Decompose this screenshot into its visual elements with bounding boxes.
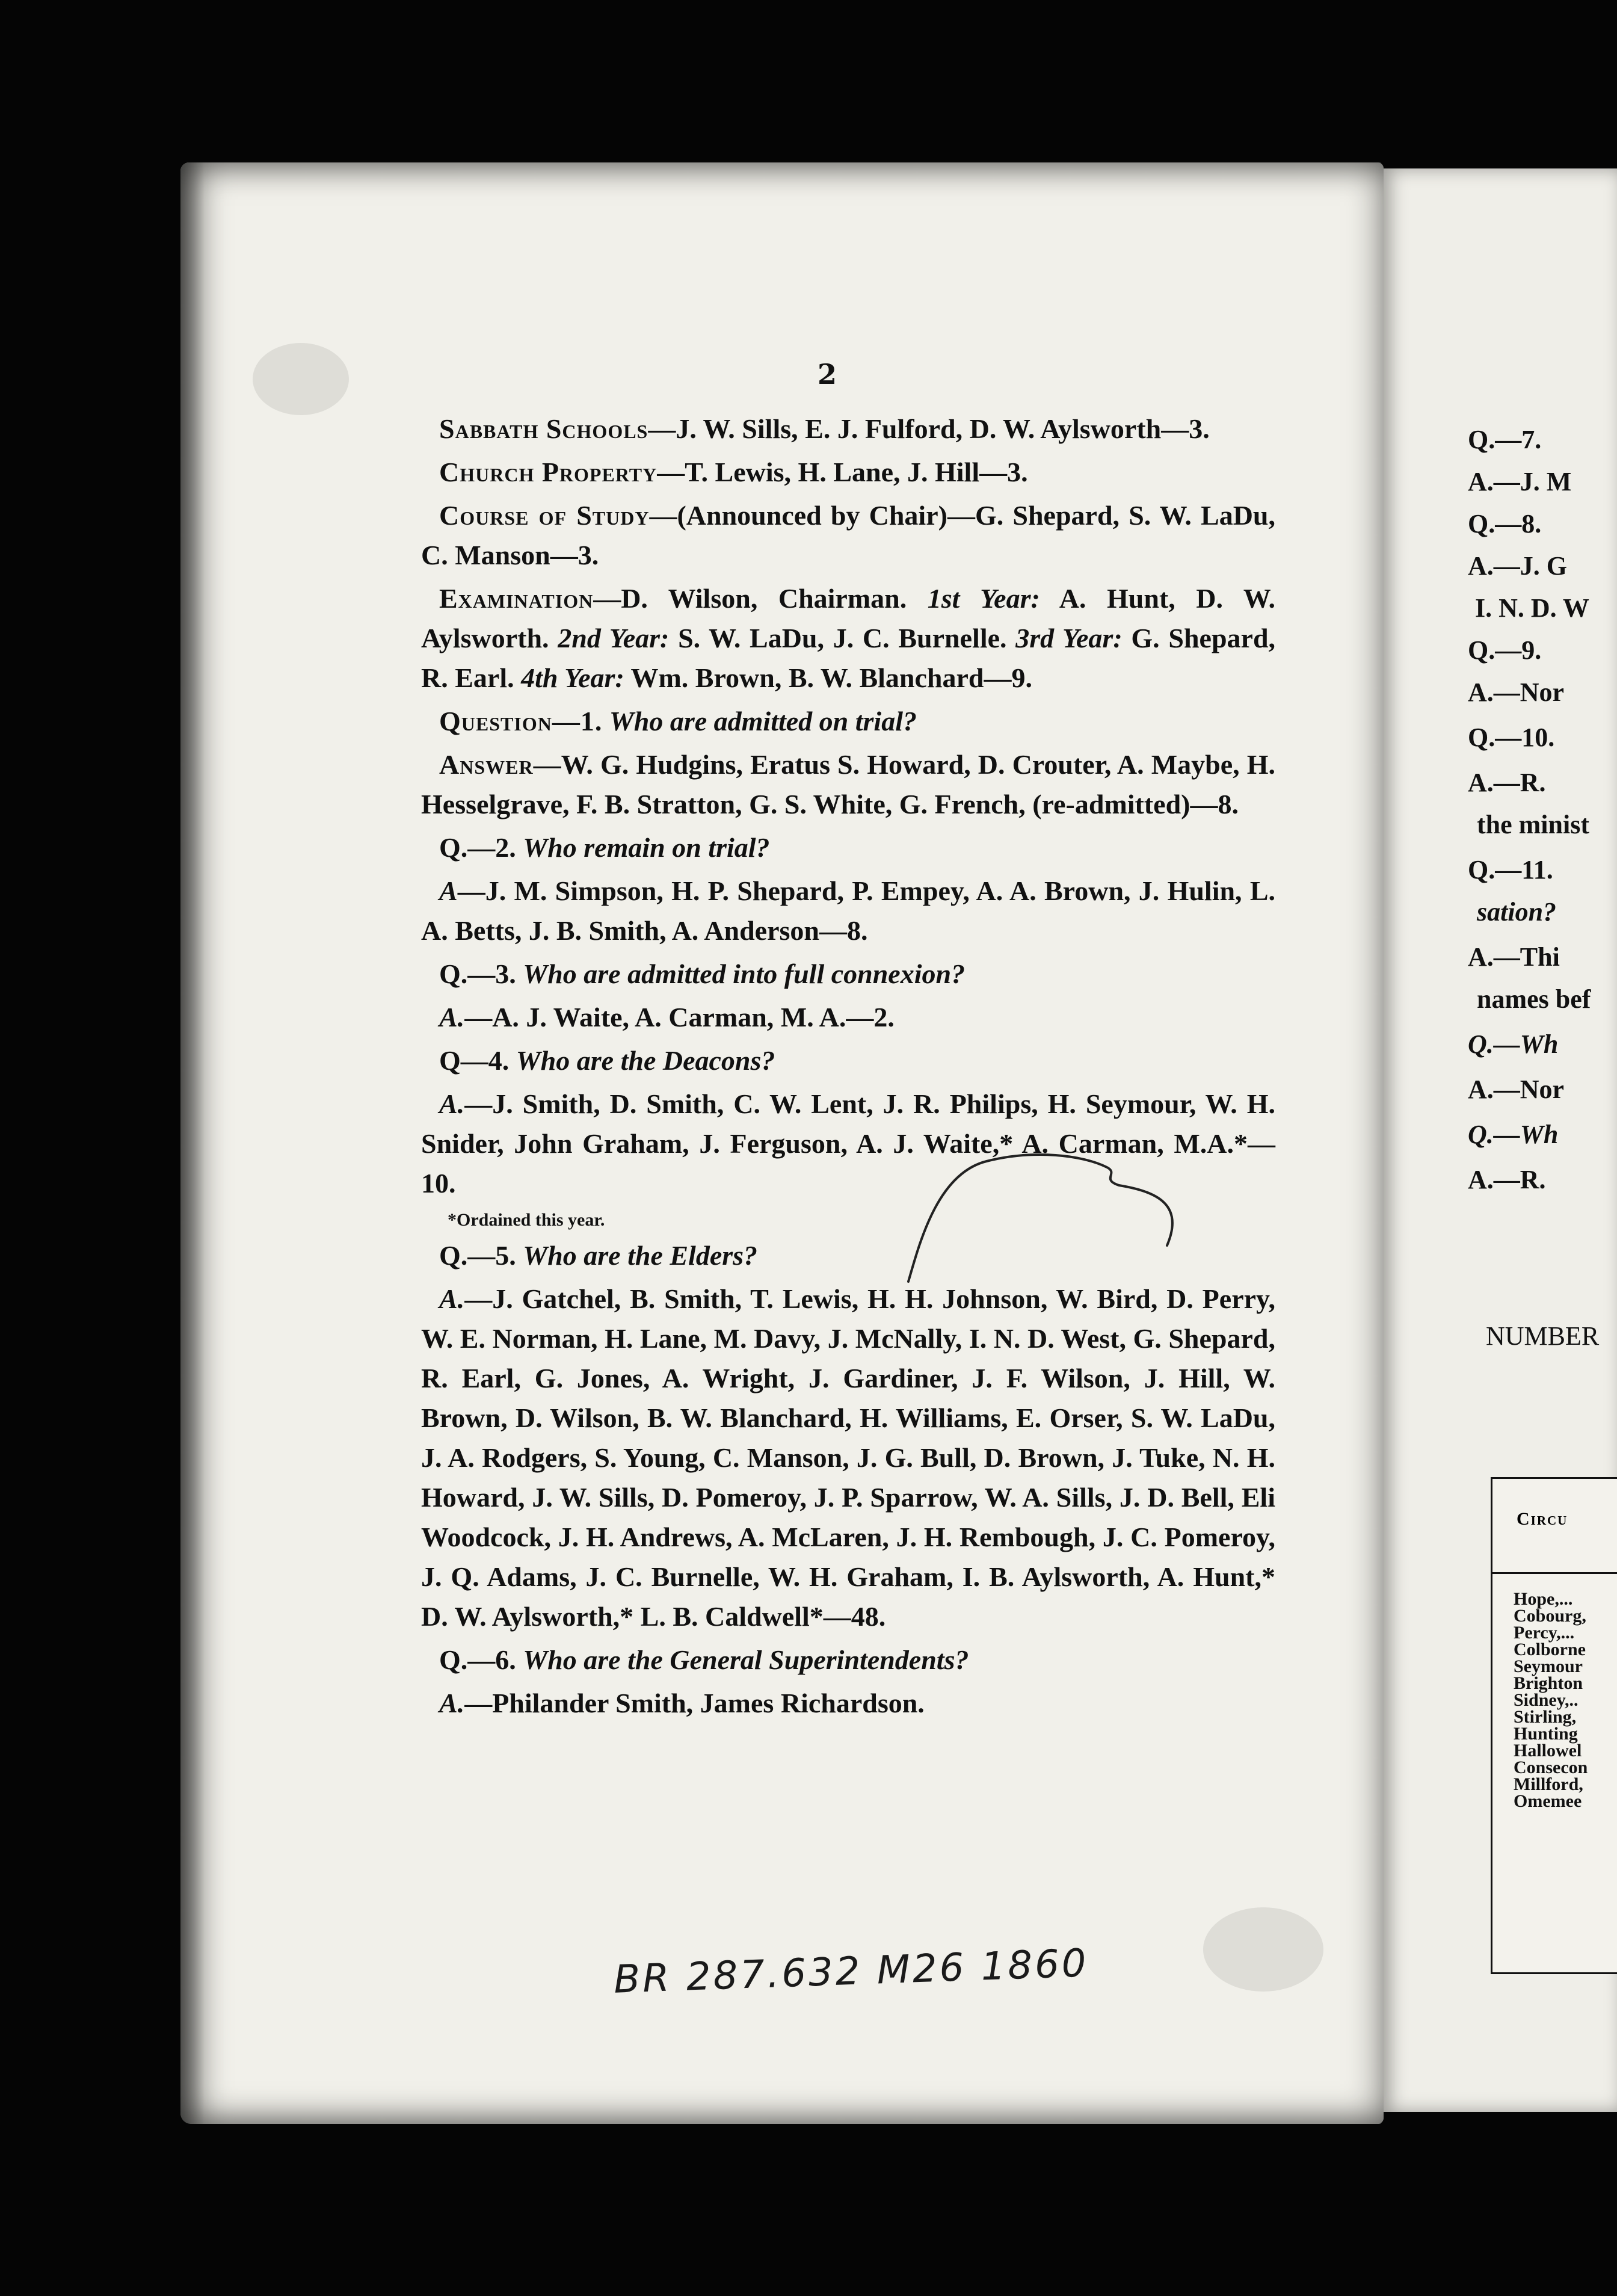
paper-stain [253, 343, 349, 415]
right-page-line: Q.—Wh [1468, 1029, 1559, 1059]
right-page-line: the minist [1477, 810, 1589, 839]
answer-label: A. [439, 1002, 465, 1032]
answer-text: —J. Smith, D. Smith, C. W. Lent, J. R. Philips, H. Seymour, W. H. Snider, John Graham, J. Ferguson, A. J. Waite,* A. Carman, M.A.*—10. [421, 1088, 1275, 1199]
table-row: Cobourg, [1514, 1606, 1586, 1626]
right-page-line: A.—Thi [1468, 942, 1560, 972]
right-page-line: A.—R. [1468, 768, 1546, 797]
committee-label: Examination [439, 583, 594, 614]
year-members: Wm. Brown, B. W. Blanchard—9. [630, 662, 1033, 693]
right-page-line: I. N. D. W [1475, 593, 1589, 623]
footnote: *Ordained this year. [448, 1210, 605, 1230]
answer-text: —A. J. Waite, A. Carman, M. A.—2. [464, 1002, 895, 1032]
question-label: Q—4. [439, 1045, 510, 1076]
table-row: Hallowel [1514, 1741, 1582, 1761]
question [421, 954, 1275, 994]
committee-sabbath-schools [421, 409, 1275, 449]
right-page-line: Q.—Wh [1468, 1120, 1559, 1149]
answer [421, 871, 1275, 951]
committee-examination [421, 579, 1275, 698]
answer [421, 998, 1275, 1037]
question-text: Who are the Elders? [523, 1240, 758, 1271]
year-members: A. Hunt, D. W. Aylsworth. [421, 583, 1275, 653]
right-page-line: Q.—9. [1468, 635, 1542, 665]
answer [421, 745, 1275, 824]
committee-label: Church Property [439, 457, 658, 487]
question-text: Who are admitted on trial? [609, 706, 917, 736]
answer-label: A. [439, 1283, 465, 1314]
answer-text: —J. M. Simpson, H. P. Shepard, P. Empey, A. A. Brown, J. Hulin, L. A. Betts, J. B. Smith, A. Anderson—8. [421, 875, 1275, 946]
committee-members: —J. W. Sills, E. J. Fulford, D. W. Aylsworth—3. [648, 413, 1210, 444]
answer-text: —Philander Smith, James Richardson. [464, 1688, 925, 1718]
answer [421, 1683, 1275, 1723]
question-text: Who remain on trial? [523, 832, 770, 863]
question-label: Q.—2. [439, 832, 516, 863]
table-row: Percy,... [1514, 1623, 1575, 1643]
question [421, 1041, 1275, 1081]
table-row: Stirling, [1514, 1707, 1577, 1727]
question [421, 702, 1275, 741]
right-page-line: names bef [1477, 984, 1591, 1014]
question-text: Who are admitted into full connexion? [523, 958, 966, 989]
question [421, 1640, 1275, 1680]
answer-label: A. [439, 1688, 465, 1718]
right-page-line: Q.—11. [1468, 855, 1553, 884]
committee-members: —(Announced by Chair)—G. Shepard, S. W. LaDu, C. Manson—3. [421, 500, 1275, 570]
question-text: Who are the General Superintendents? [523, 1644, 969, 1675]
right-page-line: Q.—8. [1468, 509, 1542, 539]
right-page-line: A.—Nor [1468, 677, 1565, 707]
question-text: Who are the Deacons? [516, 1045, 775, 1076]
table-row: Sidney,.. [1514, 1690, 1578, 1710]
answer-text: —J. Gatchel, B. Smith, T. Lewis, H. H. Johnson, W. Bird, D. Perry, W. E. Norman, H. Lane, M. Davy, J. McNally, I. N. D. West, G. Shepard, R. Earl, G. Jones, A. Wright, J. Gardiner, J. F. Wilson, J. Hill, W. Brown, D. Wilson, B. W. Blanchard, H. Williams, E. Orser, S. W. LaDu, J. A. Rodgers, S. Young, C. Manson, J. G. Bull, D. Brown, J. Tuke, N. H. Howard, J. W. Sills, D. Pomeroy, J. P. Sparrow, W. A. Sills, J. D. Bell, Eli Woodcock, J. H. Andrews, A. McLaren, J. H. Rembough, J. C. Pomeroy, J. Q. Adams, J. C. Burnelle, W. H. Graham, I. B. Aylsworth, A. Hunt,* D. W. Aylsworth,* L. B. Caldwell*—48. [421, 1283, 1275, 1632]
year-label: 2nd Year: [558, 623, 670, 653]
paper-stain [1203, 1907, 1323, 1992]
answer [421, 1279, 1275, 1637]
committee-church-property [421, 452, 1275, 492]
table-row: Brighton [1514, 1673, 1583, 1693]
table-row: Colborne [1514, 1640, 1586, 1659]
answer-text: —W. G. Hudgins, Eratus S. Howard, D. Crouter, A. Maybe, H. Hesselgrave, F. B. Stratton, G. S. White, G. French, (re-admitted)—8. [421, 749, 1275, 819]
question-label: Question—1. [439, 706, 603, 736]
table-header-label: Circu [1517, 1509, 1568, 1529]
table-header [1492, 1479, 1617, 1574]
question-label: Q.—6. [439, 1644, 516, 1675]
right-page-line: sation? [1477, 897, 1557, 927]
committee-label: Sabbath Schools [439, 413, 648, 444]
committee-course-of-study [421, 496, 1275, 575]
answer-label: A [439, 875, 458, 906]
year-members: G. Shepard, R. Earl. [421, 623, 1276, 693]
answer-label: Answer [439, 749, 534, 780]
table-row: Hope,... [1514, 1589, 1573, 1609]
question-label: Q.—3. [439, 958, 516, 989]
right-page-line: A.—R. [1468, 1165, 1546, 1194]
year-label: 3rd Year: [1015, 623, 1123, 653]
circuit-table [1491, 1477, 1617, 1974]
table-row: Millford, [1514, 1774, 1583, 1794]
committee-label: Course of Study [439, 500, 650, 531]
right-page-line: Q.—7. [1468, 425, 1542, 454]
right-page-line: A.—Nor [1468, 1075, 1565, 1104]
pen-scribble-mark [902, 1149, 1203, 1288]
table-row: Omemee [1514, 1791, 1582, 1811]
page-edge-shadow [180, 162, 205, 2124]
year-members: S. W. LaDu, J. C. Burnelle. [678, 623, 1007, 653]
year-label: 4th Year: [521, 662, 624, 693]
committee-intro: —D. Wilson, Chairman. [593, 583, 907, 614]
question [421, 828, 1275, 868]
handwritten-call-number: BR 287.632 M26 1860 [612, 1941, 1089, 2002]
committee-members: —T. Lewis, H. Lane, J. Hill—3. [657, 457, 1028, 487]
page-text [421, 409, 1275, 1727]
answer-label: A. [439, 1088, 465, 1119]
right-page-line: A.—J. M [1468, 467, 1572, 496]
right-page-line: Q.—10. [1468, 723, 1555, 752]
right-page-line: A.—J. G [1468, 551, 1567, 581]
table-row: Seymour [1514, 1656, 1583, 1676]
page-number: 2 [817, 358, 837, 390]
question-label: Q.—5. [439, 1240, 516, 1271]
year-label: 1st Year: [927, 583, 1040, 614]
table-row: Consecon [1514, 1757, 1588, 1777]
right-page-heading: NUMBER [1486, 1321, 1600, 1351]
table-row: Hunting [1514, 1724, 1578, 1744]
